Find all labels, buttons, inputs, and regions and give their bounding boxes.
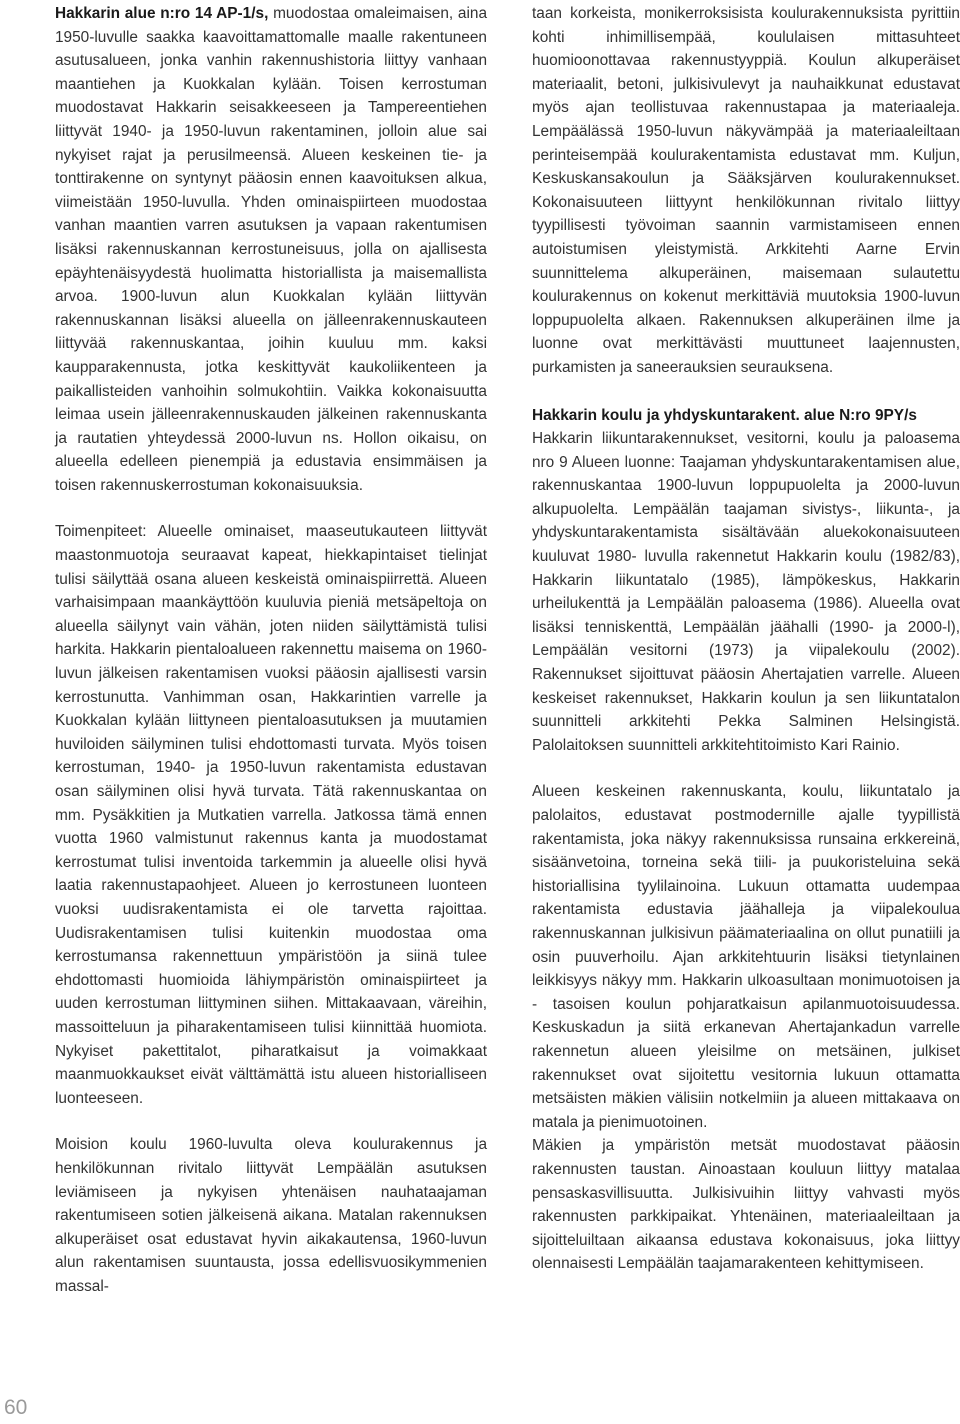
paragraph-intro [55,2,487,497]
paragraph-measures: Toimenpiteet: Alueelle ominaiset, maaseutukauteen liittyvät maastonmuotoja seuraavat kapeat, hiekkapintaiset tielinjat tulisi säilyttää osana alueen keskeistä ominaispiirrettä. Alueen varhaisimpaan maankäyttöön kuuluvia pieniä metsäpeltoja on alueella säilynyt vain vähän, joten niiden säilyttämistä tulisi harkita. Hakkarin pientaloalueen rakennettu maisema on 1960- luvun jälkeisen rakentamisen vuoksi pääosin ajallisesti varsin kerrostunutta. Vanhimman osan, Hakkarintien varrelle ja Kuokkalan kylään liittyneen pientaloasutuksen ja muutamien huviloiden säilyminen tulisi ehdottomasti turvata. Myös toisen kerrostuman, 1940- ja 1950-luvun rakentamista edustavan osan säilyminen olisi hyvä turvata. Tätä rakennuskantaa on mm. Pysäkkitien ja Mutkatien varrella. Jatkossa tämä ennen vuotta 1960 valmistunut rakennus kanta ja muodostamat kerrostumat tulisi inventoida tarkemmin ja alueelle olisi hyvä laatia rakennustapaohjeet. Alueen jo kerrostuneen luonteen vuoksi uudisrakentamista ei ole tarvetta rajoittaa. Uudisrakentamisen tulisi kuitenkin muodostaa oma kerrostumansa rakennettuun ympäristöön ja siinä tulee ehdottomasti huomioida lähiympäristön ominaispiirteet ja uuden kerrostuman liittyminen siihen. Mittakaavaan, väreihin, massoitteluun ja piharakentamiseen tulisi kiinnittää huomiota. Nykyiset pakettitalot, piharatkaisut ja voimakkaat maanmuokkaukset eivät välttämättä istu alueen historialliseen luonteeseen. [55,523,487,1107]
right-column [532,2,960,1276]
paragraph-moisio-school: Moision koulu 1960-luvulta oleva koulurakennus ja henkilökunnan rivitalo liittyvät Lempäälän asutuksen leviämiseen ja nykyisen yhtenäisen nauhataajaman rakentumiseen sotien jälkeisenä aikana. Matalan rakennuksen alkuperäiset osat edustavat hyvin aikakautensa, 1960-luvun alun rakentamisen suuntausta, jossa edellisvuosikymmenien massal- [55,1136,487,1295]
section-heading: Hakkarin koulu ja yhdyskuntarakent. alue N:ro 9PY/s [532,406,917,424]
left-column [55,2,487,1298]
paragraph-continuation: taan korkeista, monikerroksisista koulurakennuksista pyrittiin kohti inhimillisempää, koululaisen mittasuhteet huomioonottavaa rakennustyyppiä. Koulun alkuperäiset materiaalit, betoni, julkisivulevyt ja nauhaikkunat edustavat myös ajan teollistuvaa rakennustapaa ja materiaaleja. Lempäälässä 1950-luvun näkyvämpää ja materiaaleiltaan perinteisempää koulurakentamista edustavat mm. Kuljun, Keskuskansakoulun ja Sääksjärven koulurakennukset. Kokonaisuuteen liittyynt henkilökunnan rivitalo liittyy tyypillisesti työvoiman saannin varmistamiseen ennen autoistumisen yleistymistä. Arkkitehti Aarne Ervin suunnittelema alkuperäinen, maisemaan sulautettu koulurakennus on kokenut merkittäviä muutoksia 1900-luvun loppupuolelta alkaen. Rakennuksen alkuperäinen ilme ja luonne ovat merkittävästi muuttuneet laajennusten, purkamisten ja saneerauksien seurauksena. [532,5,960,376]
page-number: 60 [4,1396,28,1419]
area-title: Hakkarin alue n:ro 14 AP-1/s, [55,5,269,22]
paragraph-building-stock: Alueen keskeinen rakennuskanta, koulu, liikuntatalo ja palolaitos, edustavat postmodernille ajalle tyypillistä rakentamista, joka näkyy rakennuksissa runsaina erkkereinä, sisäänvetoina, torneina sekä tiili- ja puukoristeluina sekä historiallisina tyylilainoina. Lukuun ottamatta uudempaa rakentamista edustavia jäähalleja ja viipalekoulua rakennuskannan julkisivun päämateriaalina on ollut punatiili ja osin puuverhoilu. Ajan arkkitehtuurin lisäksi tietynlainen leikkisyys näkyy mm. Hakkarin ulkoasultaan monimuotoisen ja - tasoisen koulun pohjaratkaisun apilanmuotoisuudessa. Keskuskadun ja siitä erkanevan Ahertajankadun varrelle rakennetun alueen yleisilme on metsäinen, julkiset rakennukset ovat sijoitettu vesitornia lukuun ottamatta metsäisten mäkien välisiin notkelmiin ja alueen mittakaava on matala ja pienimuotoinen. [532,783,960,1131]
paragraph-area-description: Hakkarin liikuntarakennukset, vesitorni, koulu ja paloasema nro 9 Alueen luonne: Taajaman yhdyskuntarakentamisen alue, rakennuskantaa 1900-luvun loppupuolelta ja 2000-luvun alkupuolelta. Lempäälän taajaman sivistys-, liikunta-, ja yhdyskuntarakentamista sisältävään aluekokonaisuuteen kuuluvat 1980- luvulla rakennetut Hakkarin koulu (1982/83), Hakkarin liikuntatalo (1985), lämpökeskus, Hakkarin urheilukenttä ja Lempäälän paloasema (1986). Alueella ovat lisäksi tenniskenttä, Lempäälän jäähalli (1990- ja 2000-l), Lempäälän vesitorni (1973) ja viipalekoulu (2002). Rakennukset sijoittuvat pääosin Ahertajatien varrelle. Alueen keskeiset rakennukset, Hakkarin koulun ja sen liikuntatalon suunnitteli arkkitehti Pekka Salminen Helsingistä. Palolaitoksen suunnitteli arkkitehtitoimisto Kari Rainio. [532,430,960,754]
paragraph-intro-text: muodostaa omaleimaisen, aina 1950-luvulle saakka kaavoittamattomalle maalle rakentuneen asutusalueen, jonka vanhin rakennushistoria liittyy vanhaan maantiehen ja Kuokkalan kylään. Toisen kerrostuman muodostavat Hakkarin seisakkeeseen ja Tampereentiehen liittyvät 1940- ja 1950-luvun rakentaminen, jolloin alue sai nykyiset rajat ja perusilmeensä. Alueen keskeinen tie- ja tonttirakenne on syntynyt pääosin ennen kaavoituksen alkua, viimeistään 1950-luvulla. Yhden ominaispiirteen muodostaa vanhan maantien varren asutuksen ja vapaan rakentumisen lisäksi rakennuskannan kerrostuneisuus, jolla on ajallisesta epäyhtenäisyydestä huolimatta historiallista ja maisemallista arvoa. 1900-luvun alun Kuokkalan kylään liittyvän rakennuskannan lisäksi alueella on jälleenrakennuskauteen liittyvää rakennuskantaa, joihin kuuluu mm. kaksi kaupparakennusta, jotka keskittyvät kaukoliikenteen ja paikallisteiden vanhoihin solmukohtiin. Vaikka kokonaisuutta leimaa usein jälleenrakennuskauden jälkeinen rakennuskanta ja rautatien yhteydessä 2000-luvun ns. Hollon oikaisu, on alueella edelleen pienempiä ja edustavia ensimmäisen ja toisen rakennuskerrostuman kokonaisuuksia. [55,5,488,494]
paragraph-forests: Mäkien ja ympäristön metsät muodostavat pääosin rakennusten taustan. Ainoastaan kouluun liittyy matalaa pensaskasvillisuutta. Julkisivuihin liittyy vahvasti myös rakennusten parkkipaikat. Yhtenäinen, materiaaleiltaan ja sijoitteluiltaan aikaansa edustava kokonaisuus, joka liittyy olennaisesti Lempäälän taajamarakenteen kehittymiseen. [532,1137,960,1273]
